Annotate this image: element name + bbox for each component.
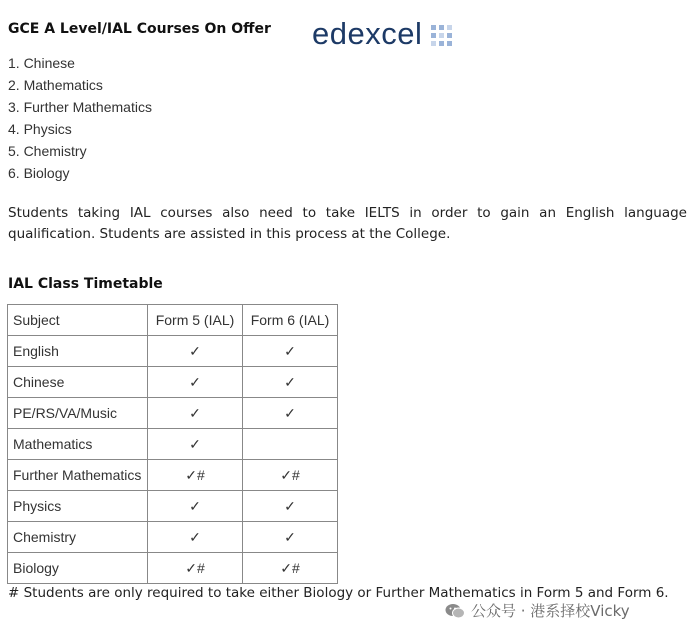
form6-cell: ✓ xyxy=(243,398,338,429)
subject-cell: Chemistry xyxy=(8,522,148,553)
form5-cell: ✓ xyxy=(148,367,243,398)
course-item: 5. Chemistry xyxy=(8,143,87,159)
header-subject: Subject xyxy=(8,305,148,336)
course-item: 4. Physics xyxy=(8,121,72,137)
table-row xyxy=(8,522,338,553)
table-row xyxy=(8,367,338,398)
form6-cell: ✓ xyxy=(243,491,338,522)
subject-cell: Mathematics xyxy=(8,429,148,460)
form6-cell: ✓# xyxy=(243,460,338,491)
form6-cell: ✓# xyxy=(243,553,338,584)
form5-cell: ✓ xyxy=(148,429,243,460)
timetable-heading: IAL Class Timetable xyxy=(8,276,163,292)
table-header-row xyxy=(8,305,338,336)
table-row xyxy=(8,460,338,491)
subject-cell: English xyxy=(8,336,148,367)
table-row xyxy=(8,429,338,460)
footnote: # Students are only required to take either Biology or Further Mathematics in Form 5 and Form 6. xyxy=(8,585,669,601)
form5-cell: ✓ xyxy=(148,336,243,367)
form6-cell xyxy=(243,429,338,460)
ielts-paragraph: Students taking IAL courses also need to take IELTS in order to gain an English language qualification. Students are assisted in this process at the College. xyxy=(8,205,687,242)
course-item: 6. Biology xyxy=(8,165,70,181)
subject-cell: PE/RS/VA/Music xyxy=(8,398,148,429)
watermark xyxy=(445,600,630,621)
form6-cell: ✓ xyxy=(243,522,338,553)
table-row xyxy=(8,398,338,429)
courses-heading: GCE A Level/IAL Courses On Offer xyxy=(8,21,271,37)
course-list xyxy=(8,52,152,184)
watermark-text: 公众号 · 港系择校Vicky xyxy=(471,602,630,620)
edexcel-logo xyxy=(312,14,452,54)
form5-cell: ✓# xyxy=(148,553,243,584)
form6-cell: ✓ xyxy=(243,367,338,398)
table-row xyxy=(8,491,338,522)
table-row xyxy=(8,553,338,584)
header-form6: Form 6 (IAL) xyxy=(243,305,338,336)
form5-cell: ✓# xyxy=(148,460,243,491)
table-row xyxy=(8,336,338,367)
form6-cell: ✓ xyxy=(243,336,338,367)
form5-cell: ✓ xyxy=(148,398,243,429)
form5-cell: ✓ xyxy=(148,522,243,553)
subject-cell: Physics xyxy=(8,491,148,522)
course-item: 2. Mathematics xyxy=(8,77,103,93)
logo-text: edexcel xyxy=(312,16,423,51)
subject-cell: Further Mathematics xyxy=(8,460,148,491)
form5-cell: ✓ xyxy=(148,491,243,522)
timetable-table xyxy=(7,304,338,584)
subject-cell: Biology xyxy=(8,553,148,584)
subject-cell: Chinese xyxy=(8,367,148,398)
wechat-icon xyxy=(445,603,465,619)
course-item: 3. Further Mathematics xyxy=(8,99,152,115)
course-item: 1. Chinese xyxy=(8,55,75,71)
header-form5: Form 5 (IAL) xyxy=(148,305,243,336)
logo-dots-icon xyxy=(431,25,452,46)
